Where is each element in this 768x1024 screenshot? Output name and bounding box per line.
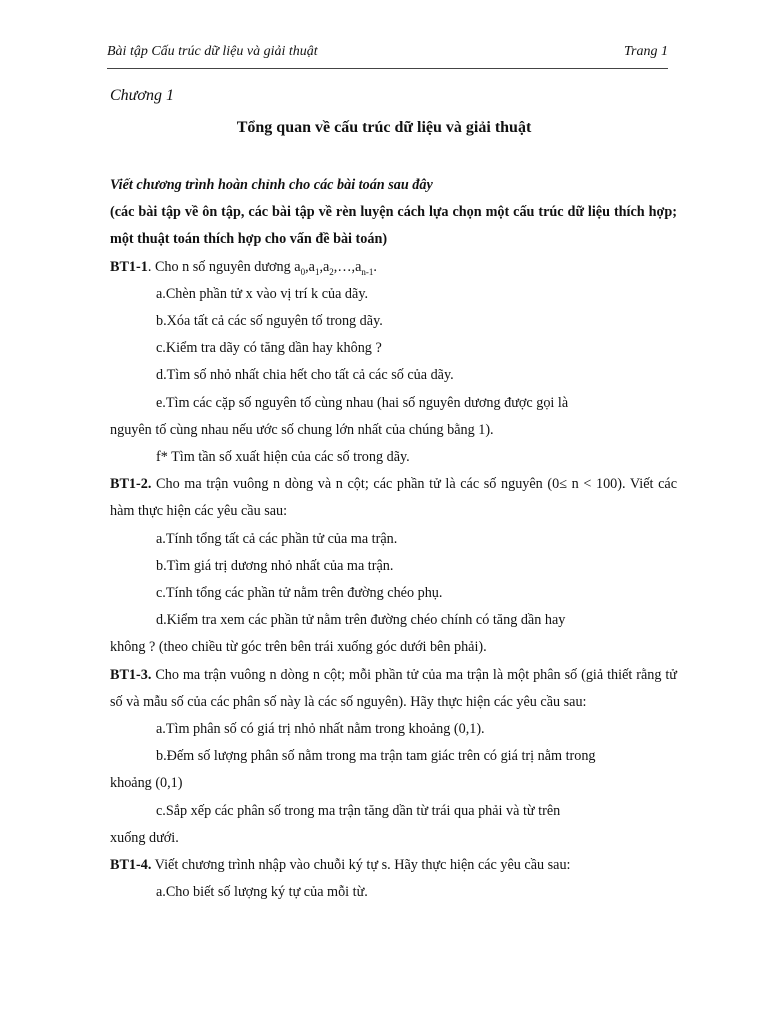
exercise-4-stem: BT1-4. Viết chương trình nhập vào chuỗi ký tự s. Hãy thực hiện các yêu cầu sau:	[110, 857, 571, 874]
page-header	[107, 41, 668, 63]
chapter-label: Chương 1	[110, 87, 174, 104]
exercise-1-item-f: f* Tìm tần số xuất hiện của các số trong dãy.	[156, 449, 410, 466]
exercise-1-item-a: a.Chèn phần tử x vào vị trí k của dãy.	[156, 285, 369, 302]
exercise-4-tag: BT1-4.	[110, 857, 152, 874]
chapter-title: Tổng quan về cấu trúc dữ liệu và giải thuật	[236, 119, 532, 136]
exercise-3-item-c-continued: xuống dưới.	[110, 829, 179, 846]
header-title: Bài tập Cấu trúc dữ liệu và giải thuật	[107, 44, 318, 59]
exercise-1-item-e: e.Tìm các cặp số nguyên tố cùng nhau (hai số nguyên dương được gọi là	[156, 394, 569, 411]
exercise-1-stem: BT1-1. Cho n số nguyên dương $a_0,a_1,a_2,\dots,a_{n-1}$.	[110, 258, 377, 277]
exercise-3-item-b-continued: khoảng (0,1)	[110, 775, 183, 792]
exercise-1-item-c: c.Kiểm tra dãy có tăng dần hay không ?	[156, 340, 382, 357]
exercise-2-stem: BT1-2. Cho ma trận vuông n dòng và n cột; các phần tử là các số nguyên (0≤ n < 100). Viết các hàm thực hiện các yêu cầu sau:	[110, 476, 677, 520]
header-divider	[107, 68, 668, 69]
intro-note: (các bài tập về ôn tập, các bài tập về rèn luyện cách lựa chọn một cấu trúc dữ liệu thích hợp; một thuật toán thích hợp cho vấn đề bài toán)	[110, 204, 677, 248]
exercise-1-tag: BT1-1	[110, 258, 148, 275]
exercise-3-tag: BT1-3.	[110, 666, 152, 683]
exercise-1-item-e-continued: nguyên tố cùng nhau nếu ước số chung lớn nhất của chúng bằng 1).	[110, 421, 494, 438]
exercise-3-item-a: a.Tìm phân số có giá trị nhỏ nhất nằm trong khoảng (0,1).	[156, 721, 485, 738]
exercise-2-item-d: d.Kiểm tra xem các phần tử nằm trên đường chéo chính có tăng dần hay	[156, 612, 566, 629]
exercise-2-item-d-continued: không ? (theo chiều từ góc trên bên trái xuống góc dưới bên phải).	[110, 639, 487, 656]
exercise-2-item-c: c.Tính tổng các phần tử nằm trên đường chéo phụ.	[156, 585, 443, 602]
intro-heading: Viết chương trình hoàn chỉnh cho các bài toán sau đây	[110, 177, 433, 193]
exercise-1-item-b: b.Xóa tất cả các số nguyên tố trong dãy.	[156, 313, 383, 330]
exercise-1-item-d: d.Tìm số nhỏ nhất chia hết cho tất cả các số của dãy.	[156, 367, 454, 384]
exercise-content	[110, 172, 677, 906]
page-number: Trang 1	[624, 44, 668, 59]
exercise-3-item-b: b.Đếm số lượng phân số nằm trong ma trận tam giác trên có giá trị nằm trong	[156, 748, 596, 765]
exercise-3-stem: BT1-3. Cho ma trận vuông n dòng n cột; mỗi phần tử của ma trận là một phân số (giả thiết rằng tử số và mẫu số của các phân số này là các số nguyên). Hãy thực hiện các yêu cầu sau:	[110, 666, 677, 710]
exercise-2-item-b: b.Tìm giá trị dương nhỏ nhất của ma trận.	[156, 557, 394, 574]
exercise-4-item-a: a.Cho biết số lượng ký tự của mỗi từ.	[156, 884, 368, 901]
exercise-3-item-c: c.Sắp xếp các phân số trong ma trận tăng dần từ trái qua phải và từ trên	[156, 802, 561, 819]
exercise-2-item-a: a.Tính tổng tất cả các phần tử của ma trận.	[156, 530, 398, 547]
exercise-2-tag: BT1-2.	[110, 476, 152, 493]
